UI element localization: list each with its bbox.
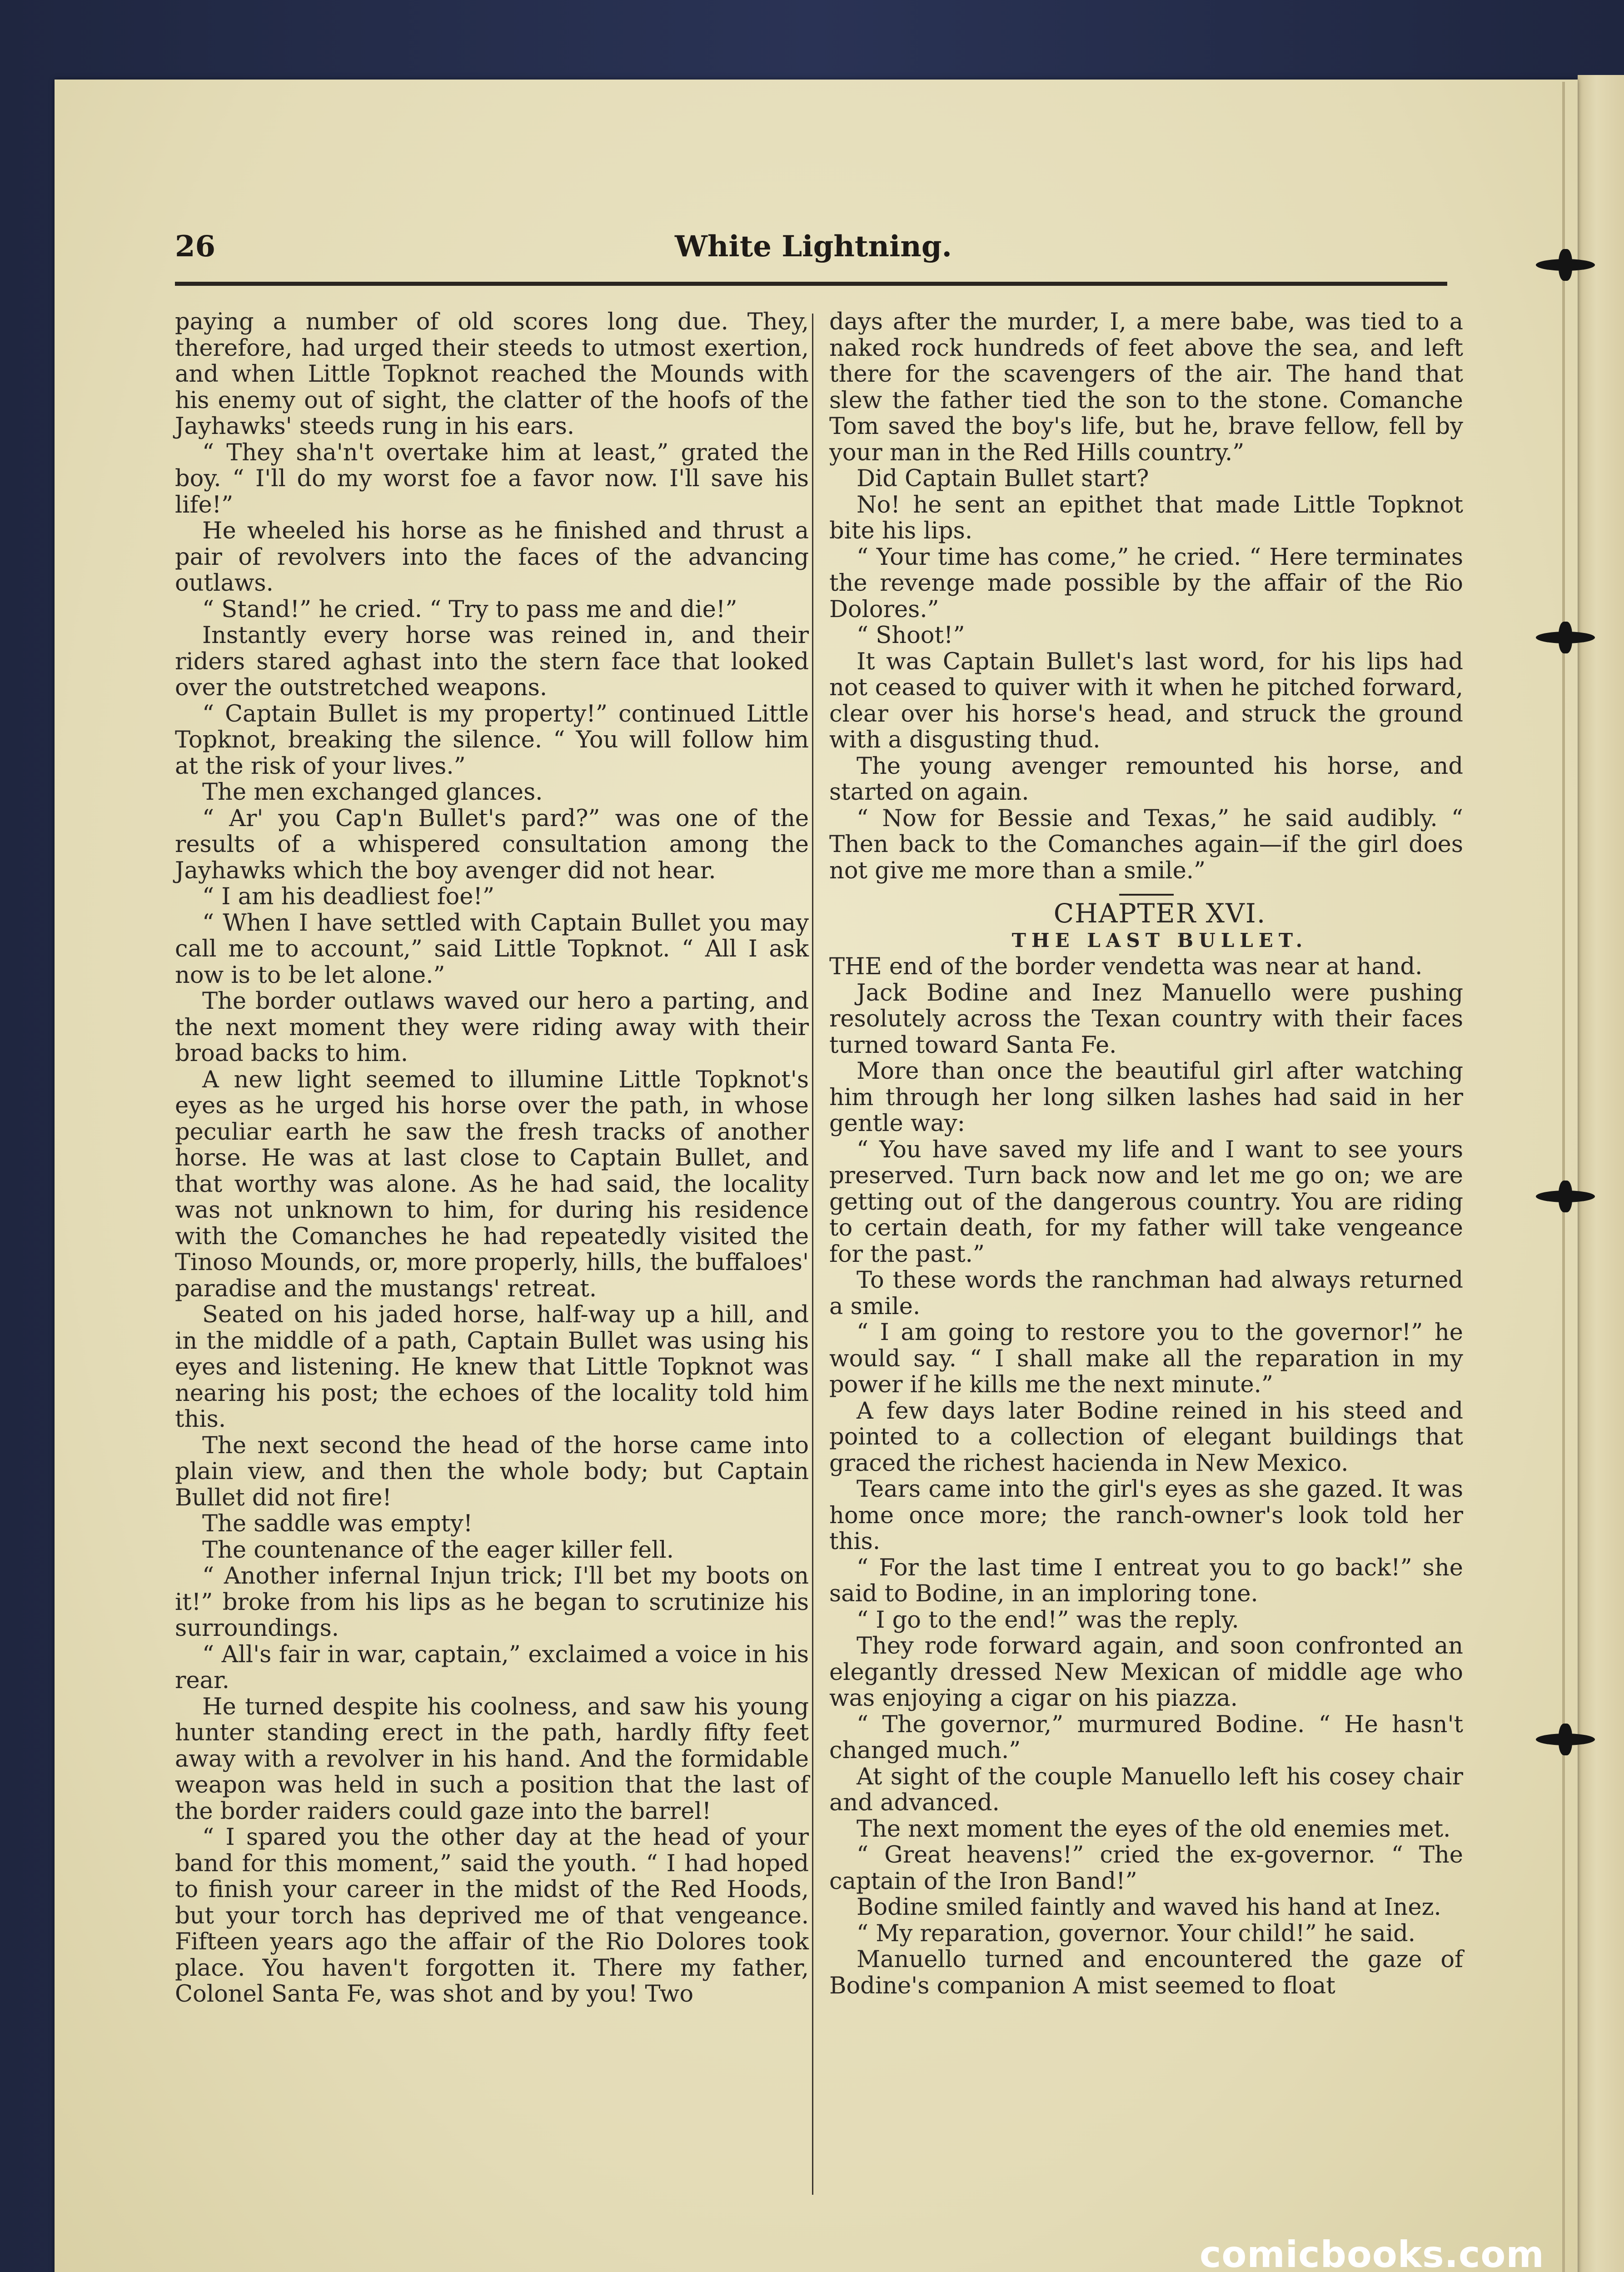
header-rule <box>175 282 1447 286</box>
paragraph: Did Captain Bullet start? <box>857 465 1149 492</box>
paragraph: Instantly every horse was reined in, and their riders stared aghast into the stern face that looked over the outstretched weapons. <box>175 622 809 701</box>
paragraph: “ For the last time I entreat you to go back!” she said to Bodine, in an imploring tone. <box>829 1554 1463 1607</box>
spine-fold <box>1562 82 1565 2272</box>
page-header <box>175 229 1447 270</box>
paragraph: “ Now for Bessie and Texas,” he said audibly. “ Then back to the Comanches again—if the girl does not give me more than a smile.” <box>829 805 1463 884</box>
paragraph: More than once the beautiful girl after watching him through her long silken lashes had said in her gentle way: <box>829 1058 1463 1137</box>
binding-stitch <box>1536 1734 1595 1745</box>
paragraph: A few days later Bodine reined in his steed and pointed to a collection of elegant buildings that graced the richest hacienda in New Mexico. <box>829 1397 1463 1477</box>
paragraph: The saddle was empty! <box>202 1510 473 1537</box>
paragraph: THE end of the border vendetta was near at hand. <box>829 953 1423 980</box>
paragraph: paying a number of old scores long due. They, therefore, had urged their steeds to utmost exertion, and when Little Topknot reached the Mounds with his enemy out of sight, the clatter of the hoofs of the Jayhawks' steeds rung in his ears. <box>175 309 809 440</box>
paragraph: To these words the ranchman had always returned a smile. <box>829 1267 1463 1320</box>
paragraph: “ Another infernal Injun trick; I'll bet my boots on it!” broke from his lips as he began to scrutinize his surroundings. <box>175 1563 809 1642</box>
paragraph: They rode forward again, and soon confronted an elegantly dressed New Mexican of middle age who was enjoying a cigar on his piazza. <box>829 1633 1463 1712</box>
paragraph: “ All's fair in war, captain,” exclaimed a voice in his rear. <box>175 1641 809 1694</box>
paragraph: “ I go to the end!” was the reply. <box>857 1606 1239 1634</box>
paragraph: “ Shoot!” <box>857 622 965 649</box>
paragraph: The countenance of the eager killer fell. <box>202 1536 674 1564</box>
paragraph: Manuello turned and encountered the gaze of Bodine's companion A mist seemed to float <box>829 1946 1463 1999</box>
paragraph: “ They sha'n't overtake him at least,” grated the boy. “ I'll do my worst foe a favor now. I'll save his life!” <box>175 439 809 518</box>
paragraph: Seated on his jaded horse, half-way up a hill, and in the middle of a path, Captain Bullet was using his eyes and listening. He knew that Little Topknot was nearing his post; the echoes of the locality told him this. <box>175 1301 809 1433</box>
paragraph: “ When I have settled with Captain Bullet you may call me to account,” said Little Topknot. “ All I ask now is to be let alone.” <box>175 909 809 989</box>
paragraph: At sight of the couple Manuello left his cosey chair and advanced. <box>829 1763 1463 1816</box>
column-divider <box>812 314 813 2195</box>
binding-stitch <box>1536 259 1595 271</box>
paragraph: “ Ar' you Cap'n Bullet's pard?” was one of the results of a whispered consultation among the Jayhawks which the boy avenger did not hear. <box>175 805 809 884</box>
paragraph: “ I am his deadliest foe!” <box>202 883 495 910</box>
paragraph: The border outlaws waved our hero a parting, and the next moment they were riding away with their broad backs to him. <box>175 988 809 1067</box>
paragraph: “ Captain Bullet is my property!” continued Little Topknot, breaking the silence. “ You will follow him at the risk of your lives.” <box>175 700 809 780</box>
paragraph: The young avenger remounted his horse, and started on again. <box>829 752 1463 806</box>
paragraph: He wheeled his horse as he finished and thrust a pair of revolvers into the faces of the advancing outlaws. <box>175 518 809 597</box>
paragraph: Jack Bodine and Inez Manuello were pushing resolutely across the Texan country with their faces turned toward Santa Fe. <box>829 979 1463 1059</box>
paragraph: A new light seemed to illumine Little Topknot's eyes as he urged his horse over the path, in whose peculiar earth he saw the fresh tracks of another horse. He was at last close to Captain Bullet, and that worthy was alone. As he had said, the locality was not unknown to him, for during his residence with the Comanches he had repeatedly visited the Tinoso Mounds, or, more properly, hills, the buffaloes' paradise and the mustangs' retreat. <box>175 1066 809 1302</box>
chapter-subtitle: THE LAST BULLET. <box>1011 929 1308 952</box>
paragraph: The men exchanged glances. <box>202 779 543 806</box>
paragraph: “ I am going to restore you to the governor!” he would say. “ I shall make all the reparation in my power if he kills me the next minute.” <box>829 1319 1463 1398</box>
paragraph: Tears came into the girl's eyes as she gazed. It was home once more; the ranch-owner's look told her this. <box>829 1476 1463 1555</box>
paragraph: No! he sent an epithet that made Little Topknot bite his lips. <box>829 491 1463 544</box>
chapter-heading: CHAPTER XVI. <box>1053 898 1266 929</box>
adjacent-page-edge <box>1578 75 1624 2272</box>
paragraph: “ Stand!” he cried. “ Try to pass me and die!” <box>202 596 737 623</box>
running-title: White Lightning. <box>675 229 952 264</box>
paragraph: The next moment the eyes of the old enemies met. <box>857 1815 1451 1843</box>
paragraph: Bodine smiled faintly and waved his hand at Inez. <box>857 1894 1441 1921</box>
page-number: 26 <box>175 229 216 264</box>
paragraph: “ My reparation, governor. Your child!” he said. <box>857 1920 1416 1947</box>
chapter-rule <box>1119 894 1174 896</box>
paragraph: It was Captain Bullet's last word, for his lips had not ceased to quiver with it when he pitched forward, clear over his horse's head, and struck the ground with a disgusting thud. <box>829 648 1463 753</box>
paragraph: He turned despite his coolness, and saw his young hunter standing erect in the path, hardly fifty feet away with a revolver in his hand. And the formidable weapon was held in such a position that the last of the border raiders could gaze into the barrel! <box>175 1693 809 1825</box>
binding-stitch <box>1536 1191 1595 1202</box>
paragraph: The next second the head of the horse came into plain view, and then the whole body; but Captain Bullet did not fire! <box>175 1432 809 1511</box>
right-text-column <box>829 309 1463 1999</box>
paragraph: “ Your time has come,” he cried. “ Here terminates the revenge made possible by the affair of the Rio Dolores.” <box>829 543 1463 623</box>
paragraph: “ I spared you the other day at the head of your band for this moment,” said the youth. “ I had hoped to finish your career in the midst of the Red Hoods, but your torch has deprived me of that vengeance. Fifteen years ago the affair of the Rio Dolores took place. You haven't forgotten it. There my father, Colonel Santa Fe, was shot and by you! Two <box>175 1824 809 2008</box>
paragraph: “ The governor,” murmured Bodine. “ He hasn't changed much.” <box>829 1711 1463 1764</box>
binding-stitch <box>1536 632 1595 643</box>
paragraph: “ You have saved my life and I want to see yours preserved. Turn back now and let me go on; we are getting out of the dangerous country. You are riding to certain death, for my father will take vengeance for the past.” <box>829 1136 1463 1268</box>
paragraph: “ Great heavens!” cried the ex-governor. “ The captain of the Iron Band!” <box>829 1842 1463 1895</box>
paragraph: days after the murder, I, a mere babe, was tied to a naked rock hundreds of feet above the sea, and left there for the scavengers of the air. The hand that slew the father tied the son to the stone. Comanche Tom saved the boy's life, but he, brave fellow, fell by your man in the Red Hills country.” <box>829 309 1463 466</box>
source-watermark: comicbooks.com <box>1200 2233 1544 2272</box>
left-text-column <box>175 309 809 2008</box>
